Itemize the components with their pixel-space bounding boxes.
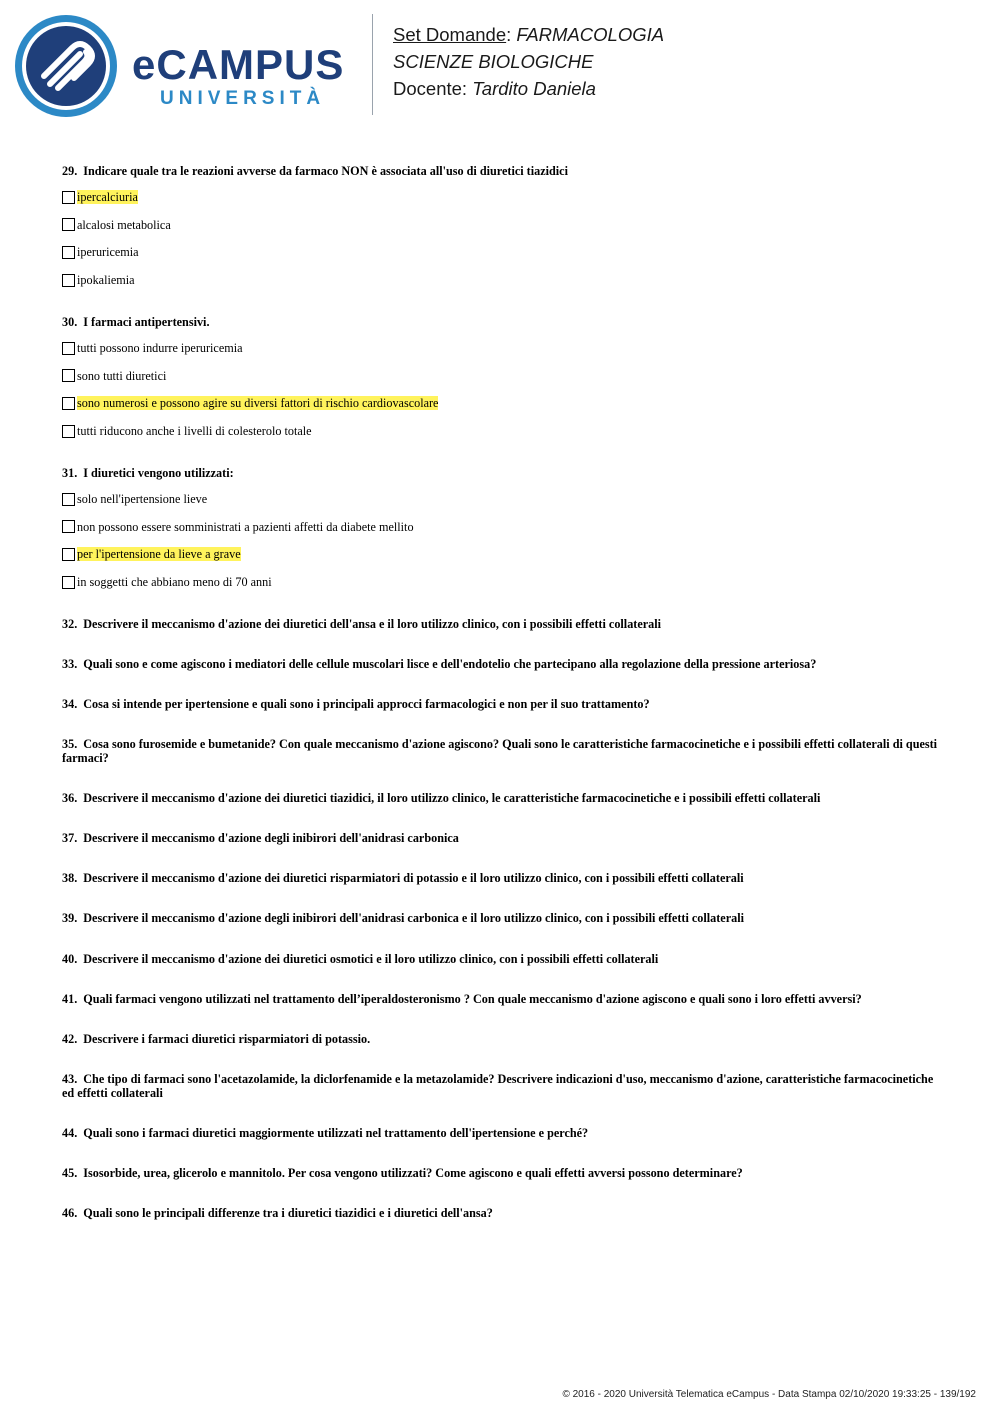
header-divider xyxy=(372,14,373,115)
set-value: FARMACOLOGIA xyxy=(516,24,665,45)
question-text: Cosa si intende per ipertensione e quali sono i principali approcci farmacologici e non per il suo trattamento? xyxy=(83,697,650,711)
question-number: 32. xyxy=(62,617,78,631)
course-line xyxy=(393,48,664,75)
question-text: Che tipo di farmaci sono l'acetazolamide, la diclorfenamide e la metazolamide? Descrivere indicazioni d'uso, meccanismo d'azione, caratteristiche farmacocinetiche ed effetti collaterali xyxy=(62,1072,934,1100)
answer-label: tutti possono indurre iperuricemia xyxy=(77,341,243,355)
answer-option[interactable] xyxy=(62,574,272,590)
answer-label: iperuricemia xyxy=(77,245,139,260)
question-text: Indicare quale tra le reazioni avverse da farmaco NON è associata all'uso di diuretici tiazidici xyxy=(83,164,568,178)
question-number: 42. xyxy=(62,1032,78,1046)
question-text: Descrivere il meccanismo d'azione degli inibirori dell'anidrasi carbonica e il loro utilizzo clinico, con i possibili effetti collaterali xyxy=(83,911,744,925)
answer-checkbox[interactable] xyxy=(62,520,75,533)
answer-checkbox[interactable] xyxy=(62,576,75,589)
page-footer: © 2016 - 2020 Università Telematica eCampus - Data Stampa 02/10/2020 19:33:25 - 139/192 xyxy=(562,1389,976,1400)
question xyxy=(62,466,938,480)
question-text: Quali sono le principali differenze tra i diuretici tiazidici e i diuretici dell'ansa? xyxy=(83,1206,493,1220)
open-question xyxy=(62,617,938,631)
set-label: Set Domande xyxy=(393,24,507,45)
answer-option[interactable] xyxy=(62,368,166,384)
question-number: 37. xyxy=(62,831,78,845)
answer-label: ipokaliemia xyxy=(77,273,135,288)
open-question xyxy=(62,1072,938,1100)
question-number: 44. xyxy=(62,1126,78,1140)
question-number: 34. xyxy=(62,697,78,711)
teacher-label: Docente: xyxy=(393,78,468,99)
open-question xyxy=(62,657,938,671)
answer-label-highlighted: per l'ipertensione da lieve a grave xyxy=(77,547,241,562)
answer-label: alcalosi metabolica xyxy=(77,217,171,232)
question-text: Descrivere i farmaci diuretici risparmiatori di potassio. xyxy=(83,1032,371,1046)
answer-checkbox[interactable] xyxy=(62,425,75,438)
open-question xyxy=(62,791,938,805)
answer-option[interactable] xyxy=(62,340,243,356)
question-number: 31. xyxy=(62,466,78,480)
question-text: Quali farmaci vengono utilizzati nel trattamento dell’iperaldosteronismo ? Con quale meccanismo d'azione agiscono e quali sono i loro effetti avversi? xyxy=(83,992,862,1006)
question-number: 46. xyxy=(62,1206,78,1220)
answer-option[interactable] xyxy=(62,519,414,535)
question xyxy=(62,315,938,329)
question-number: 33. xyxy=(62,657,78,671)
question-text: Isosorbide, urea, glicerolo e mannitolo. Per cosa vengono utilizzati? Come agiscono e quali effetti avversi possono determinare? xyxy=(83,1166,743,1180)
open-question xyxy=(62,831,938,845)
ecampus-logo-seal xyxy=(14,14,118,118)
answer-label-highlighted: sono numerosi e possono agire su diversi fattori di rischio cardiovascolare xyxy=(77,396,439,411)
question-text: Descrivere il meccanismo d'azione dei diuretici risparmiatori di potassio e il loro utilizzo clinico, con i possibili effetti collaterali xyxy=(83,871,744,885)
question-number: 29. xyxy=(62,164,78,178)
question-number: 38. xyxy=(62,871,78,885)
brand-subtitle: UNIVERSITÀ xyxy=(160,88,326,109)
teacher-line xyxy=(393,75,664,102)
open-question xyxy=(62,911,938,925)
answer-option[interactable] xyxy=(62,244,139,260)
open-question xyxy=(62,1206,938,1220)
answer-label: non possono essere somministrati a pazienti affetti da diabete mellito xyxy=(77,519,414,534)
answer-option[interactable] xyxy=(62,189,138,205)
question xyxy=(62,164,938,178)
brand-wordmark xyxy=(132,41,345,110)
answer-checkbox[interactable] xyxy=(62,369,75,382)
question-number: 45. xyxy=(62,1166,78,1180)
answer-option[interactable] xyxy=(62,491,207,507)
open-question xyxy=(62,992,938,1006)
open-question xyxy=(62,1126,938,1140)
question-number: 41. xyxy=(62,992,78,1006)
answer-checkbox[interactable] xyxy=(62,218,75,231)
question-text: Descrivere il meccanismo d'azione dei diuretici osmotici e il loro utilizzo clinico, con i possibili effetti collaterali xyxy=(83,952,659,966)
question-text: Cosa sono furosemide e bumetanide? Con quale meccanismo d'azione agiscono? Quali sono le caratteristiche farmacocinetiche e i possibili effetti collaterali di questi farmaci? xyxy=(62,737,938,765)
answer-checkbox[interactable] xyxy=(62,493,75,506)
answer-option[interactable] xyxy=(62,546,241,562)
answer-option[interactable] xyxy=(62,423,312,439)
question-text: Descrivere il meccanismo d'azione degli inibirori dell'anidrasi carbonica xyxy=(83,831,459,845)
open-question xyxy=(62,697,938,711)
header-info xyxy=(393,21,664,102)
answer-option[interactable] xyxy=(62,272,135,288)
question-text: I diuretici vengono utilizzati: xyxy=(83,466,234,480)
question-number: 36. xyxy=(62,791,78,805)
question-number: 35. xyxy=(62,737,78,751)
question-text: Quali sono e come agiscono i mediatori delle cellule muscolari lisce e dell'endotelio che partecipano alla regolazione della pressione arteriosa? xyxy=(83,657,817,671)
open-question xyxy=(62,952,938,966)
answer-checkbox[interactable] xyxy=(62,397,75,410)
open-question xyxy=(62,737,938,765)
answer-checkbox[interactable] xyxy=(62,548,75,561)
course-name: SCIENZE BIOLOGICHE xyxy=(393,51,594,72)
question-text: Descrivere il meccanismo d'azione dei diuretici dell'ansa e il loro utilizzo clinico, con i possibili effetti collaterali xyxy=(83,617,662,631)
brand-name: eCAMPUS xyxy=(132,41,345,88)
answer-label: solo nell'ipertensione lieve xyxy=(77,492,208,506)
question-number: 40. xyxy=(62,952,78,966)
answer-label-highlighted: ipercalciuria xyxy=(77,190,138,204)
question-number: 30. xyxy=(62,315,78,329)
question-text: Descrivere il meccanismo d'azione dei diuretici tiazidici, il loro utilizzo clinico, le caratteristiche farmacocinetiche e i possibili effetti collaterali xyxy=(83,791,821,805)
open-question xyxy=(62,1032,938,1046)
answer-option[interactable] xyxy=(62,395,438,411)
teacher-name: Tardito Daniela xyxy=(472,78,596,99)
question-number: 39. xyxy=(62,911,78,925)
answer-checkbox[interactable] xyxy=(62,246,75,259)
answer-label: tutti riducono anche i livelli di colesterolo totale xyxy=(77,424,312,439)
answer-label: in soggetti che abbiano meno di 70 anni xyxy=(77,575,272,590)
answer-option[interactable] xyxy=(62,217,171,233)
answer-checkbox[interactable] xyxy=(62,342,75,355)
answer-label: sono tutti diuretici xyxy=(77,368,167,383)
open-question xyxy=(62,871,938,885)
answer-checkbox[interactable] xyxy=(62,274,75,287)
set-line: Set Domande: FARMACOLOGIA xyxy=(393,24,665,45)
question-number: 43. xyxy=(62,1072,78,1086)
answer-checkbox[interactable] xyxy=(62,191,75,204)
question-text: I farmaci antipertensivi. xyxy=(83,315,210,329)
question-text: Quali sono i farmaci diuretici maggiormente utilizzati nel trattamento dell'ipertensione e perché? xyxy=(83,1126,589,1140)
open-question xyxy=(62,1166,938,1180)
